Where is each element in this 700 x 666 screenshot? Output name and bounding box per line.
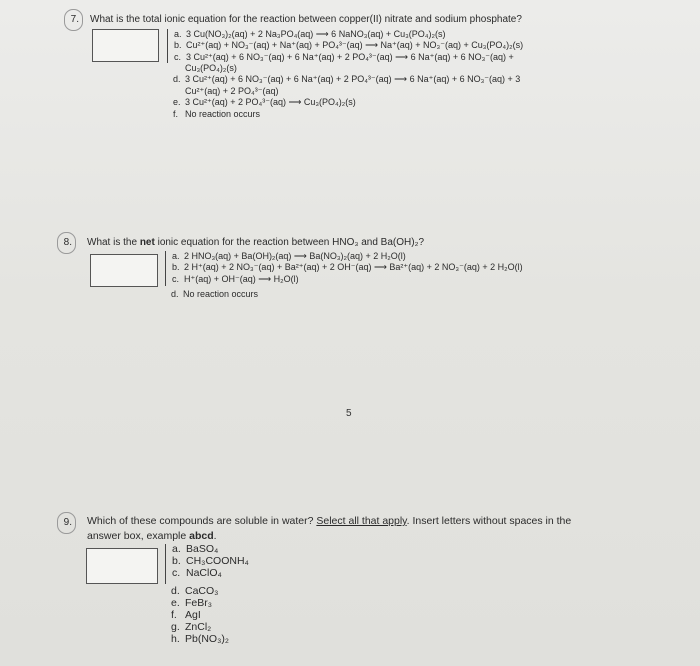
choice-c-cont: Cu₃(PO₄)₂(s)	[185, 63, 237, 73]
question-number: 7.	[64, 9, 83, 31]
choice-d: d. No reaction occurs	[171, 289, 259, 299]
question-text-line-2: answer box, example abcd.	[87, 530, 217, 542]
choice-b: b. CH₃COONH₄	[172, 554, 249, 567]
choice-h: h. Pb(NO₃)₂	[171, 632, 229, 645]
page-number: 5	[346, 408, 352, 419]
choice-g: g. ZnCl₂	[171, 620, 212, 633]
choice-list-cont	[165, 586, 229, 646]
choice-e: e. 3 Cu²⁺(aq) + 2 PO₄³⁻(aq) ⟶ Cu₃(PO₄)₂(s)	[173, 97, 356, 108]
choice-list	[165, 544, 249, 584]
choice-b: b. Cu²⁺(aq) + NO₃⁻(aq) + Na⁺(aq) + PO₄³⁻(aq) ⟶ Na⁺(aq) + NO₃⁻(aq) + Cu₃(PO₄)₂(s)	[174, 40, 524, 51]
question-number: 8.	[57, 232, 76, 254]
choice-list-cont	[167, 63, 520, 120]
question-text: What is the net ionic equation for the reaction between HNO₃ and Ba(OH)₂?	[87, 237, 425, 248]
choice-f: f. AgI	[171, 608, 201, 621]
choice-list	[167, 29, 523, 63]
choice-d: d. CaCO₃	[171, 585, 219, 597]
choice-f: f. No reaction occurs	[173, 108, 261, 119]
choice-d-cont: Cu²⁺(aq) + 2 PO₄³⁻(aq)	[185, 85, 279, 96]
choice-c: c. H⁺(aq) + OH⁻(aq) ⟶ H₂O(l)	[172, 273, 299, 284]
choice-c: c. 3 Cu²⁺(aq) + 6 NO₃⁻(aq) + 6 Na⁺(aq) + 2 PO₄³⁻(aq) ⟶ 6 Na⁺(aq) + 6 NO₃⁻(aq) +	[174, 51, 514, 62]
answer-box-9[interactable]	[86, 548, 158, 584]
choice-a: a. BaSO₄	[172, 543, 219, 555]
choice-c: c. NaClO₄	[172, 566, 222, 579]
choice-list	[165, 251, 523, 286]
choice-b: b. 2 H⁺(aq) + 2 NO₃⁻(aq) + Ba²⁺(aq) + 2 OH⁻(aq) ⟶ Ba²⁺(aq) + 2 NO₃⁻(aq) + 2 H₂O(l)	[172, 262, 523, 273]
answer-box-7[interactable]	[92, 29, 159, 62]
choice-a: a. 2 HNO₃(aq) + Ba(OH)₂(aq) ⟶ Ba(NO₃)₂(aq) + 2 H₂O(l)	[172, 251, 406, 261]
question-text: What is the total ionic equation for the reaction between copper(II) nitrate and sodium phosphate?	[90, 14, 522, 25]
choice-e: e. FeBr₃	[171, 596, 213, 609]
question-text: Which of these compounds are soluble in water? Select all that apply. Insert letters without spaces in the	[87, 515, 572, 527]
choice-d: d. 3 Cu²⁺(aq) + 6 NO₃⁻(aq) + 6 Na⁺(aq) + 2 PO₄³⁻(aq) ⟶ 6 Na⁺(aq) + 6 NO₃⁻(aq) + 3	[173, 74, 521, 85]
choice-a: a. 3 Cu(NO₃)₂(aq) + 2 Na₃PO₄(aq) ⟶ 6 NaNO₃(aq) + Cu₃(PO₄)₂(s)	[174, 29, 446, 39]
answer-box-8[interactable]	[90, 254, 158, 287]
question-number: 9.	[57, 512, 76, 534]
choice-list-cont	[165, 289, 258, 300]
